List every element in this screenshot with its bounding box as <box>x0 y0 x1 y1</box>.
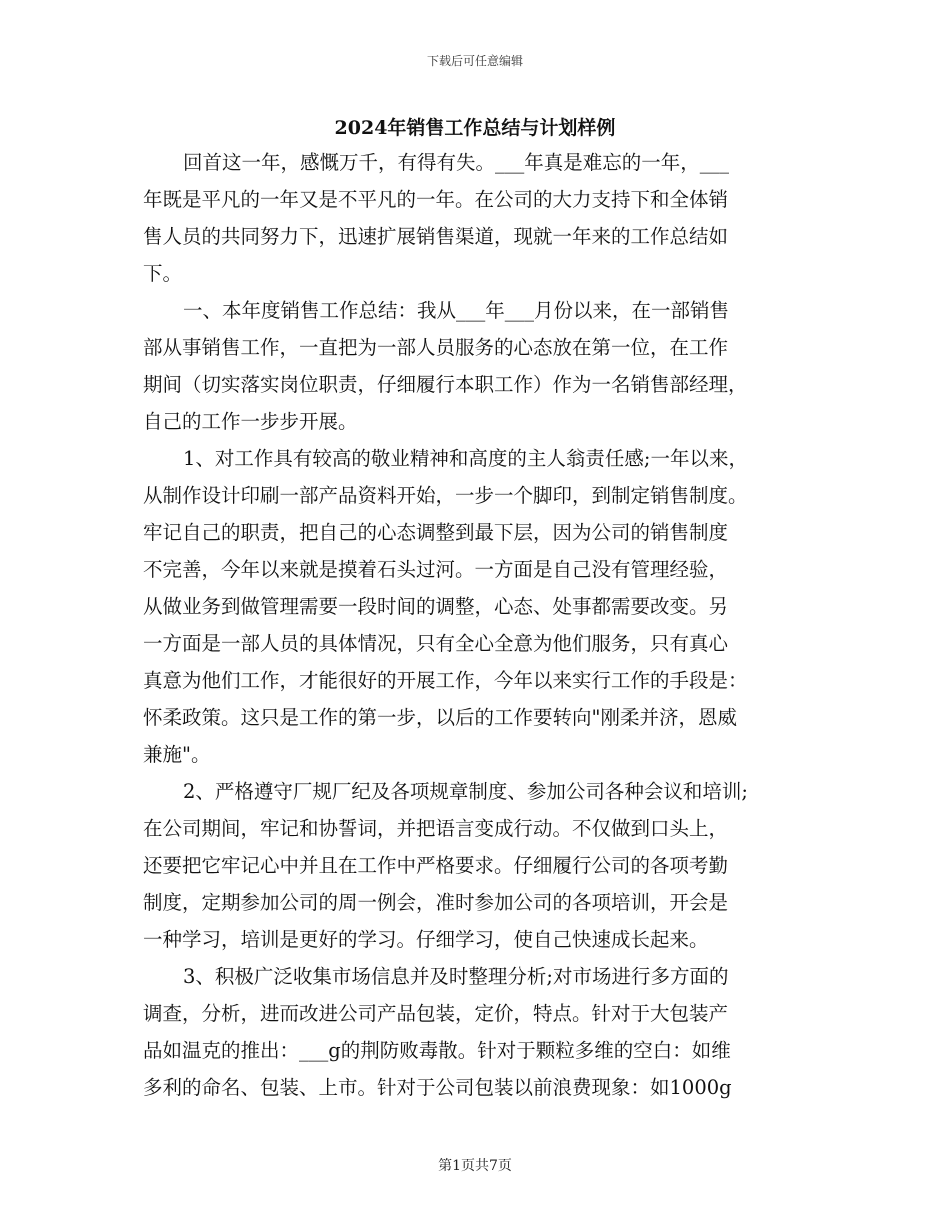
document-title: 2024年销售工作总结与计划样例 <box>334 117 616 139</box>
paragraph-line: 3、积极广泛收集市场信息并及时整理分析;对市场进行多方面的 <box>183 965 729 988</box>
paragraph-line: 一、本年度销售工作总结：我从___年___月份以来，在一部销售 <box>183 299 730 322</box>
paragraph-line: 从做业务到做管理需要一段时间的调整，心态、处事都需要改变。另 <box>143 595 729 618</box>
paragraph-line: 还要把它牢记心中并且在工作中严格要求。仔细履行公司的各项考勤 <box>143 854 729 877</box>
paragraph-line: 从制作设计印刷一部产品资料开始，一步一个脚印，到制定销售制度。 <box>143 484 748 507</box>
paragraph-line: 牢记自己的职责，把自己的心态调整到最下层，因为公司的销售制度 <box>143 521 729 544</box>
paragraph-line: 一种学习，培训是更好的学习。仔细学习，使自己快速成长起来。 <box>143 928 709 951</box>
paragraph-line: 制度，定期参加公司的周一例会，准时参加公司的各项培训，开会是 <box>143 891 729 914</box>
paragraph-line: 售人员的共同努力下，迅速扩展销售渠道，现就一年来的工作总结如 <box>143 225 729 248</box>
paragraph-line: 期间（切实落实岗位职责，仔细履行本职工作）作为一名销售部经理， <box>143 373 748 396</box>
paragraph-line: 在公司期间，牢记和协誓词，并把语言变成行动。不仅做到口头上， <box>143 817 729 840</box>
paragraph-line: 自己的工作一步步开展。 <box>143 410 358 433</box>
paragraph-line: 下。 <box>143 262 183 285</box>
paragraph-line: 一方面是一部人员的具体情况，只有全心全意为他们服务，只有真心 <box>143 632 729 655</box>
paragraph-line: 回首这一年，感慨万千，有得有失。___年真是难忘的一年，___ <box>183 151 730 174</box>
paragraph-line: 2、严格遵守厂规厂纪及各项规章制度、参加公司各种会议和培训; <box>183 780 748 803</box>
paragraph-line: 调查，分析，进而改进公司产品包装，定价，特点。针对于大包装产 <box>143 1002 729 1025</box>
paragraph-line: 品如温克的推出：___g的荆防败毒散。针对于颗粒多维的空白：如维 <box>143 1039 731 1062</box>
paragraph-line: 不完善，今年以来就是摸着石头过河。一方面是自己没有管理经验， <box>143 558 729 581</box>
paragraph-line: 1、对工作具有较高的敬业精神和高度的主人翁责任感;一年以来， <box>183 447 748 470</box>
paragraph-line: 年既是平凡的一年又是不平凡的一年。在公司的大力支持下和全体销 <box>143 188 729 211</box>
header-note: 下载后可任意编辑 <box>426 54 523 68</box>
paragraph-line: 兼施"。 <box>143 743 211 766</box>
paragraph-line: 多利的命名、包装、上市。针对于公司包装以前浪费现象：如1000g <box>143 1076 732 1099</box>
page-footer: 第1页共7页 <box>438 1158 512 1174</box>
paragraph-line: 怀柔政策。这只是工作的第一步，以后的工作要转向"刚柔并济，恩威 <box>143 706 737 729</box>
paragraph-line: 部从事销售工作，一直把为一部人员服务的心态放在第一位，在工作 <box>143 336 729 359</box>
paragraph-line: 真意为他们工作，才能很好的开展工作，今年以来实行工作的手段是： <box>143 669 748 692</box>
